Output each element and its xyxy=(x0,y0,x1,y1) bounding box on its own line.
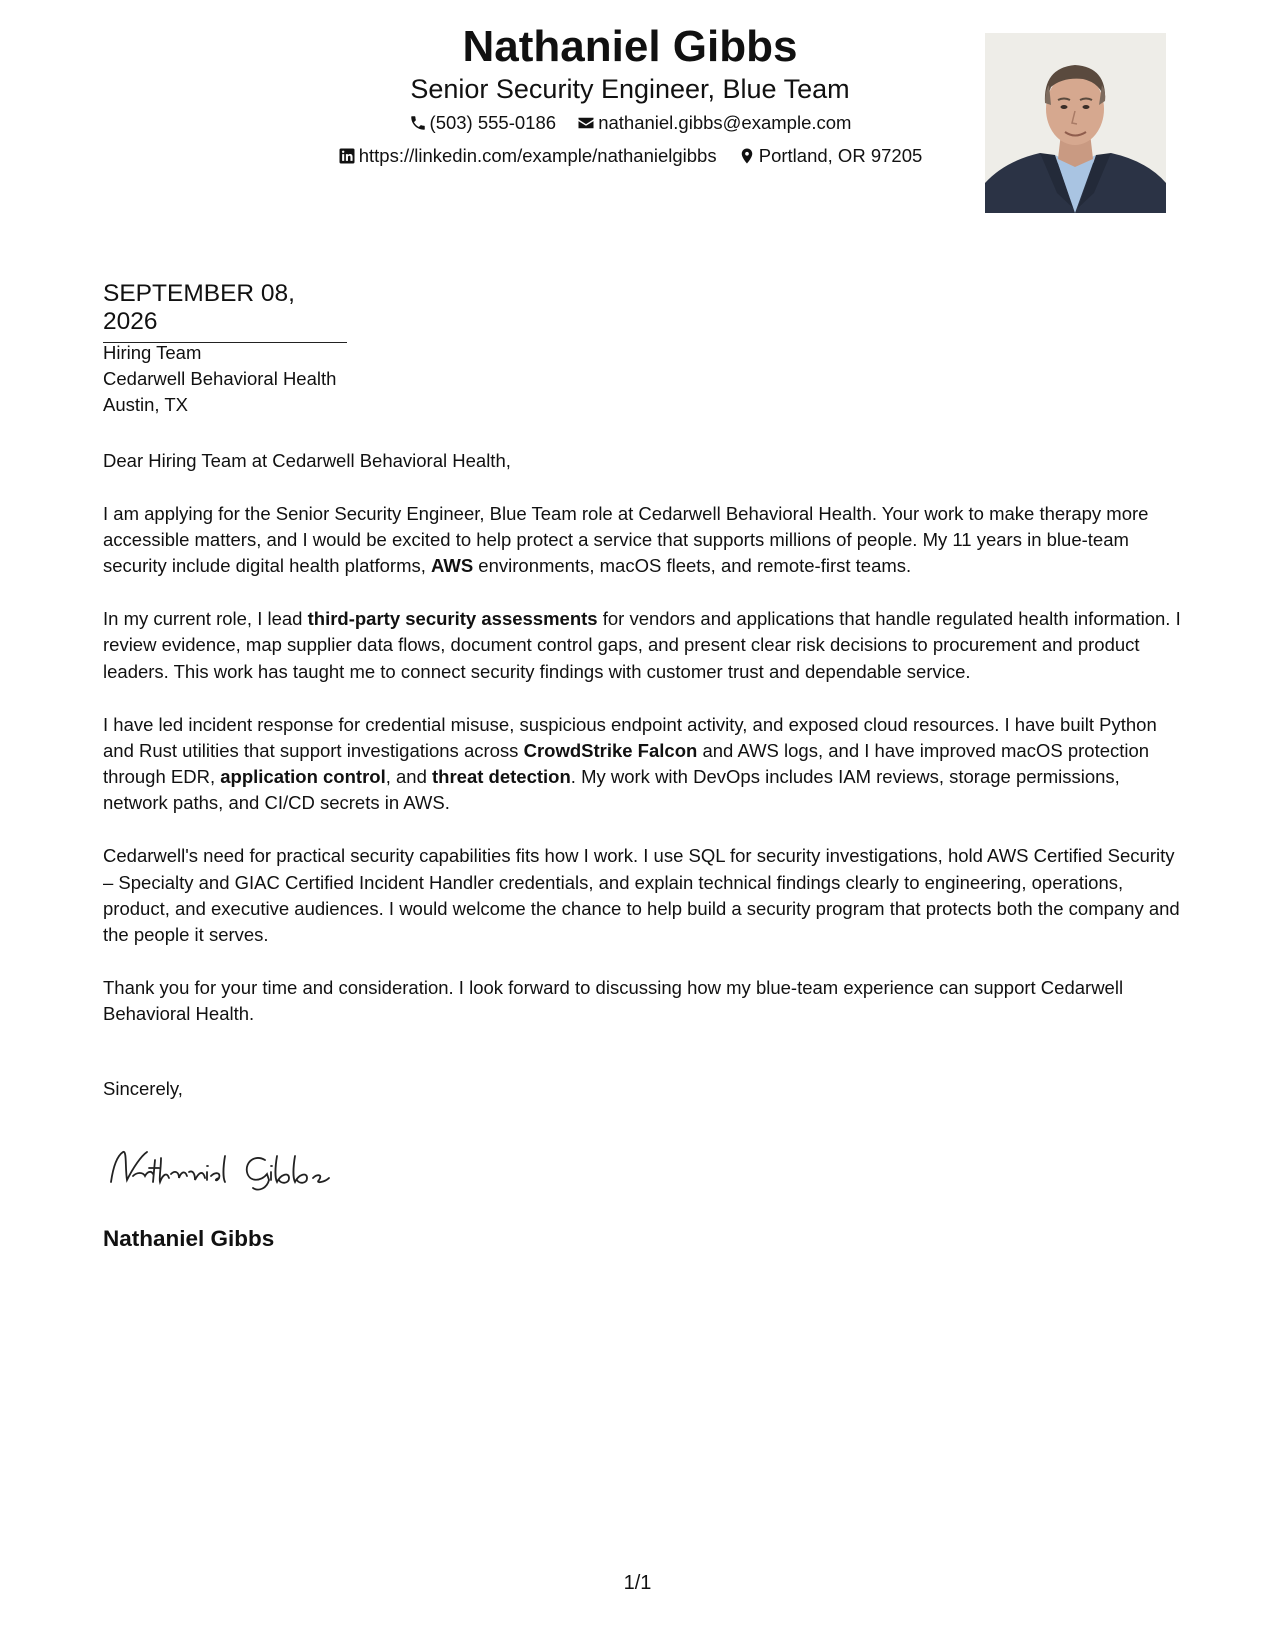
paragraph-current-role xyxy=(103,606,1183,685)
linkedin-text: https://linkedin.com/example/nathanielgibbs xyxy=(358,145,717,166)
letter-body xyxy=(103,448,1183,1128)
envelope-icon xyxy=(577,114,595,132)
emphasis: application control xyxy=(220,766,386,788)
text-run: , and xyxy=(385,766,433,788)
emphasis: CrowdStrike Falcon xyxy=(523,739,698,761)
handwritten-signature xyxy=(103,1138,363,1198)
recipient-location: Austin, TX xyxy=(103,394,189,415)
recipient-company: Cedarwell Behavioral Health xyxy=(103,368,337,389)
paragraph-thanks: Thank you for your time and consideration. I look forward to discussing how my blue-team experience can support Cedarwell Behavioral Health. xyxy=(103,976,1124,1025)
signer-name: Nathaniel Gibbs xyxy=(103,1226,275,1251)
linkedin-icon xyxy=(338,147,356,165)
phone-text: (503) 555-0186 xyxy=(429,112,557,133)
text-run: I am applying for the Senior Security Engineer, Blue Team role at Cedarwell Behavioral Health. Your work to make therapy more accessible matters, and I would be excited to help protect a service that supports millions of people. My 11 years in blue-team security include digital health platforms, xyxy=(103,502,1149,577)
recipient-line: Hiring Team xyxy=(103,342,202,363)
closing: Sincerely, xyxy=(103,1077,183,1099)
location-text: Portland, OR 97205 xyxy=(758,145,923,166)
contact-linkedin[interactable] xyxy=(338,145,717,167)
contact-location xyxy=(738,145,923,167)
letter-header xyxy=(0,0,1275,230)
contact-email[interactable] xyxy=(577,112,851,134)
paragraph-intro xyxy=(103,501,1183,580)
text-run: environments, macOS fleets, and remote-first teams. xyxy=(473,555,912,577)
letter-date: SEPTEMBER 08, 2026 xyxy=(103,280,347,343)
contact-row-secondary xyxy=(270,145,990,167)
emphasis: AWS xyxy=(431,555,474,577)
applicant-title: Senior Security Engineer, Blue Team xyxy=(410,74,850,104)
contact-phone xyxy=(409,112,557,134)
map-pin-icon xyxy=(738,147,756,165)
text-run: In my current role, I lead xyxy=(103,608,308,630)
emphasis: third-party security assessments xyxy=(307,608,598,630)
profile-photo xyxy=(985,33,1166,213)
text-run: and AWS logs, and I have improved macOS protection through EDR, xyxy=(103,739,1150,788)
text-run: . My work with DevOps includes IAM reviews, storage permissions, network paths, and CI/CD secrets in AWS. xyxy=(103,766,1120,814)
page-number: 1/1 xyxy=(623,1572,652,1594)
paragraph-capabilities: Cedarwell's need for practical security capabilities fits how I work. I use SQL for security investigations, hold AWS Certified Security – Specialty and GIAC Certified Incident Handler credentials, and explain technical findings clearly to engineering, operations, product, and executive audiences. I would welcome the chance to help build a security program that protects both the company and the people it serves. xyxy=(103,845,1180,946)
salutation: Dear Hiring Team at Cedarwell Behavioral Health, xyxy=(103,450,511,471)
paragraph-incident-response xyxy=(103,712,1183,817)
emphasis: threat detection xyxy=(432,766,571,788)
text-run: I have led incident response for credential misuse, suspicious endpoint activity, and exposed cloud resources. I have built Python and Rust utilities that support investigations across xyxy=(103,713,1157,761)
phone-icon xyxy=(409,114,427,132)
applicant-name: Nathaniel Gibbs xyxy=(462,22,798,71)
email-text: nathaniel.gibbs@example.com xyxy=(598,112,852,133)
text-run: for vendors and applications that handle regulated health information. I review evidence, map supplier data flows, document control gaps, and present clear risk decisions to procurement and product leaders. This work has taught me to connect security findings with customer trust and dependable service. xyxy=(103,608,1181,682)
recipient-block xyxy=(103,340,336,418)
contact-row-primary xyxy=(270,112,990,134)
